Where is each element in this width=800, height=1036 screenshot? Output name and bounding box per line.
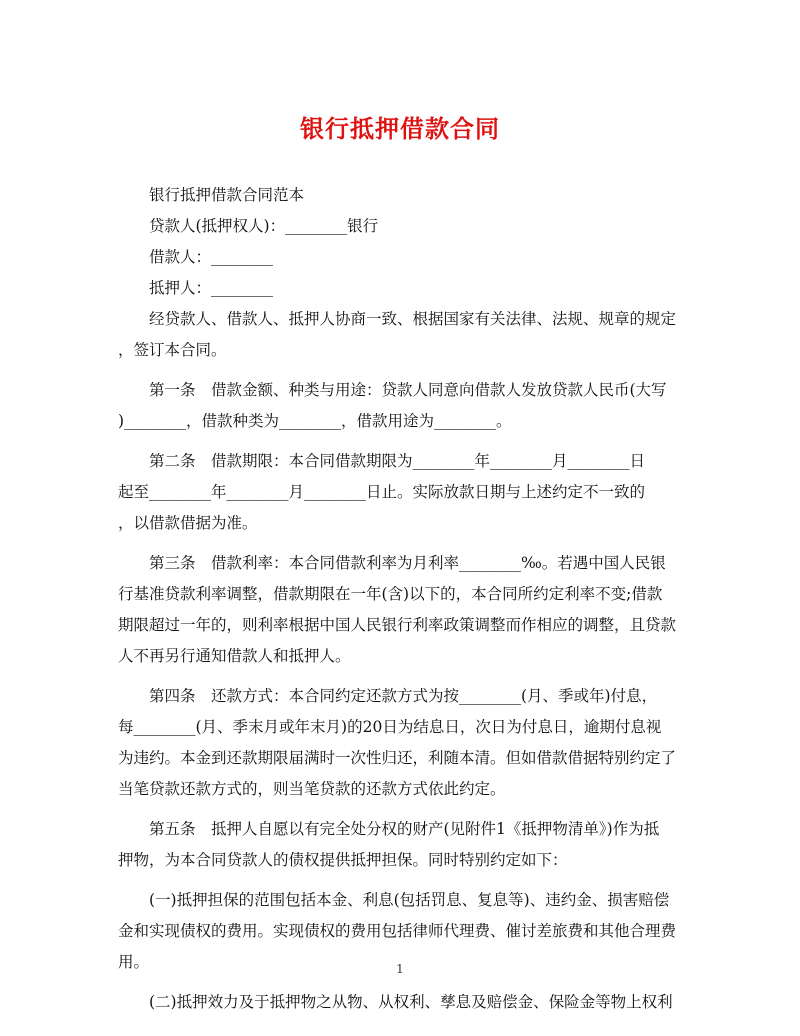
text-line: 第二条 借款期限：本合同借款期限为________年________月________日 bbox=[149, 452, 646, 470]
paragraph-gap bbox=[118, 672, 686, 681]
paragraph-gap bbox=[118, 978, 686, 987]
text-line: 为违约。本金到还款期限届满时一次性归还，利随本清。但如借款借据特别约定了 bbox=[118, 749, 677, 767]
text-line: 行基准贷款利率调整，借款期限在一年(含)以下的，本合同所约定利率不变;借款 bbox=[118, 585, 663, 603]
text-line: )________，借款种类为________，借款用途为________。 bbox=[118, 412, 512, 430]
text-line: 第三条 借款利率：本合同借款利率为月利率________‰。若遇中国人民银 bbox=[149, 554, 666, 572]
text-line: 金和实现债权的费用。实现债权的费用包括律师代理费、催讨差旅费和其他合理费 bbox=[118, 922, 677, 940]
text-line: (二)抵押效力及于抵押物之从物、从权利、孳息及赔偿金、保险金等物上权利 bbox=[149, 993, 673, 1011]
text-line: 经贷款人、借款人、抵押人协商一致、根据国家有关法律、法规、规章的规定 bbox=[149, 310, 677, 328]
text-line: 第五条 抵押人自愿以有完全处分权的财产(见附件1《抵押物清单》)作为抵 bbox=[149, 820, 660, 838]
text-line: 借款人：________ bbox=[149, 248, 274, 266]
paragraph-gap bbox=[118, 539, 686, 548]
text-line: 抵押人：________ bbox=[149, 279, 274, 297]
text-line: 第四条 还款方式：本合同约定还款方式为按________(月、季或年)付息， bbox=[149, 687, 658, 705]
document-body bbox=[118, 180, 686, 1018]
text-line: ，以借款借据为准。 bbox=[118, 514, 258, 532]
text-line: 人不再另行通知借款人和抵押人。 bbox=[118, 647, 351, 665]
text-line: 起至________年________月________日止。实际放款日期与上述约定不一致的 bbox=[118, 483, 646, 501]
paragraph-gap bbox=[118, 437, 686, 446]
text-line: 期限超过一年的，则利率根据中国人民银行利率政策调整而作相应的调整，且贷款 bbox=[118, 616, 677, 634]
text-line: 银行抵押借款合同范本 bbox=[149, 186, 305, 204]
document-title: 银行抵押借款合同 bbox=[300, 114, 500, 143]
paragraph-gap bbox=[118, 366, 686, 375]
paragraph-gap bbox=[118, 805, 686, 814]
text-line: 押物，为本合同贷款人的债权提供抵押担保。同时特别约定如下： bbox=[118, 851, 568, 869]
page-number: 1 bbox=[396, 962, 404, 976]
text-line: 每________(月、季末月或年末月)的20日为结息日，次日为付息日，逾期付息视 bbox=[118, 718, 662, 736]
text-line: ，签订本合同。 bbox=[118, 341, 227, 359]
text-line: 用。 bbox=[118, 953, 150, 971]
text-line: 当笔贷款还款方式的，则当笔贷款的还款方式依此约定。 bbox=[118, 780, 506, 798]
text-line: 第一条 借款金额、种类与用途：贷款人同意向借款人发放贷款人民币(大写 bbox=[149, 381, 667, 399]
paragraph-gap bbox=[118, 876, 686, 885]
text-line: 贷款人(抵押权人)：________银行 bbox=[149, 217, 379, 235]
text-line: (一)抵押担保的范围包括本金、利息(包括罚息、复息等)、违约金、损害赔偿 bbox=[149, 891, 670, 909]
